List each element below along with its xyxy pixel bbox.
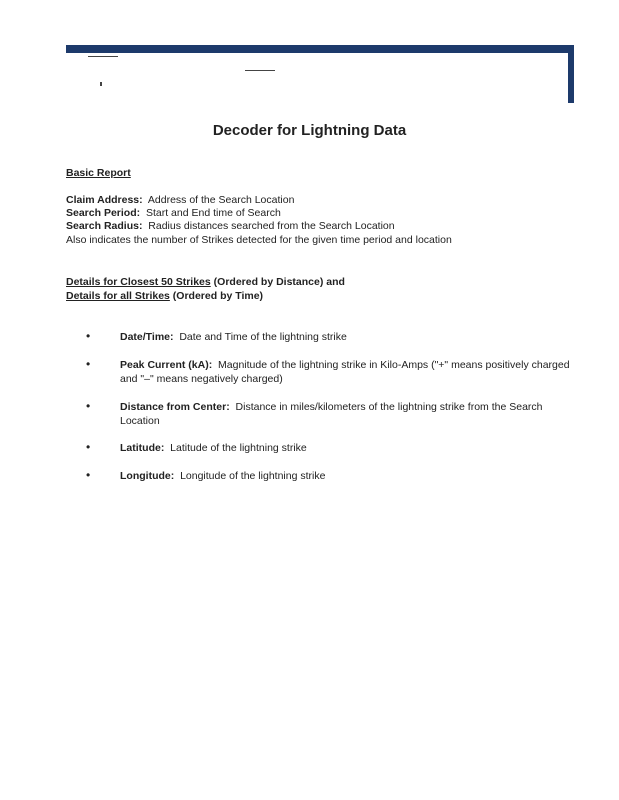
search-radius-line <box>66 220 395 232</box>
item-label: Date/Time: <box>120 331 174 343</box>
scan-artifact <box>100 82 102 86</box>
item-label: Distance from Center: <box>120 401 230 413</box>
list-item-latitude <box>120 441 575 455</box>
header-band <box>66 45 574 53</box>
bullet-icon: • <box>86 468 91 482</box>
item-label: Peak Current (kA): <box>120 359 213 371</box>
item-text: Date and Time of the lightning strike <box>179 331 347 343</box>
list-item-longitude <box>120 469 575 483</box>
claim-address-label: Claim Address: <box>66 194 143 206</box>
details-all-suffix: (Ordered by Time) <box>169 290 264 302</box>
scan-artifact <box>88 56 118 57</box>
strike-count-note: Also indicates the number of Strikes detected for the given time period and location <box>66 234 452 246</box>
bullet-icon: • <box>86 399 91 413</box>
list-item-datetime <box>120 330 575 344</box>
basic-report-heading: Basic Report <box>66 167 131 179</box>
search-radius-label: Search Radius: <box>66 220 143 232</box>
item-text: Latitude of the lightning strike <box>170 442 307 454</box>
list-item-distance <box>120 400 575 428</box>
search-radius-text: Radius distances searched from the Search Location <box>148 220 395 232</box>
header-band-edge <box>568 45 574 103</box>
details-closest-heading: Details for Closest 50 Strikes <box>66 276 211 288</box>
item-label: Latitude: <box>120 442 165 454</box>
bullet-icon: • <box>86 357 91 371</box>
bullet-icon: • <box>86 440 91 454</box>
details-all-heading: Details for all Strikes <box>66 290 170 302</box>
details-heading <box>66 275 345 303</box>
claim-address-text: Address of the Search Location <box>147 194 295 206</box>
details-closest-suffix: (Ordered by Distance) and <box>210 276 345 288</box>
scan-artifact <box>245 70 275 71</box>
list-item-peak-current <box>120 358 575 386</box>
search-period-line <box>66 207 281 219</box>
item-text: Magnitude of the lightning strike in Kilo-Amps ("+" means positively charged and "–" means negatively charged) <box>120 359 570 385</box>
search-period-label: Search Period: <box>66 207 141 219</box>
bullet-icon: • <box>86 329 91 343</box>
page-title: Decoder for Lightning Data <box>212 122 407 139</box>
item-text: Longitude of the lightning strike <box>180 470 326 482</box>
claim-address-line <box>66 194 294 206</box>
item-text: Distance in miles/kilometers of the lightning strike from the Search Location <box>120 401 543 427</box>
search-period-text: Start and End time of Search <box>145 207 281 219</box>
item-label: Longitude: <box>120 470 175 482</box>
